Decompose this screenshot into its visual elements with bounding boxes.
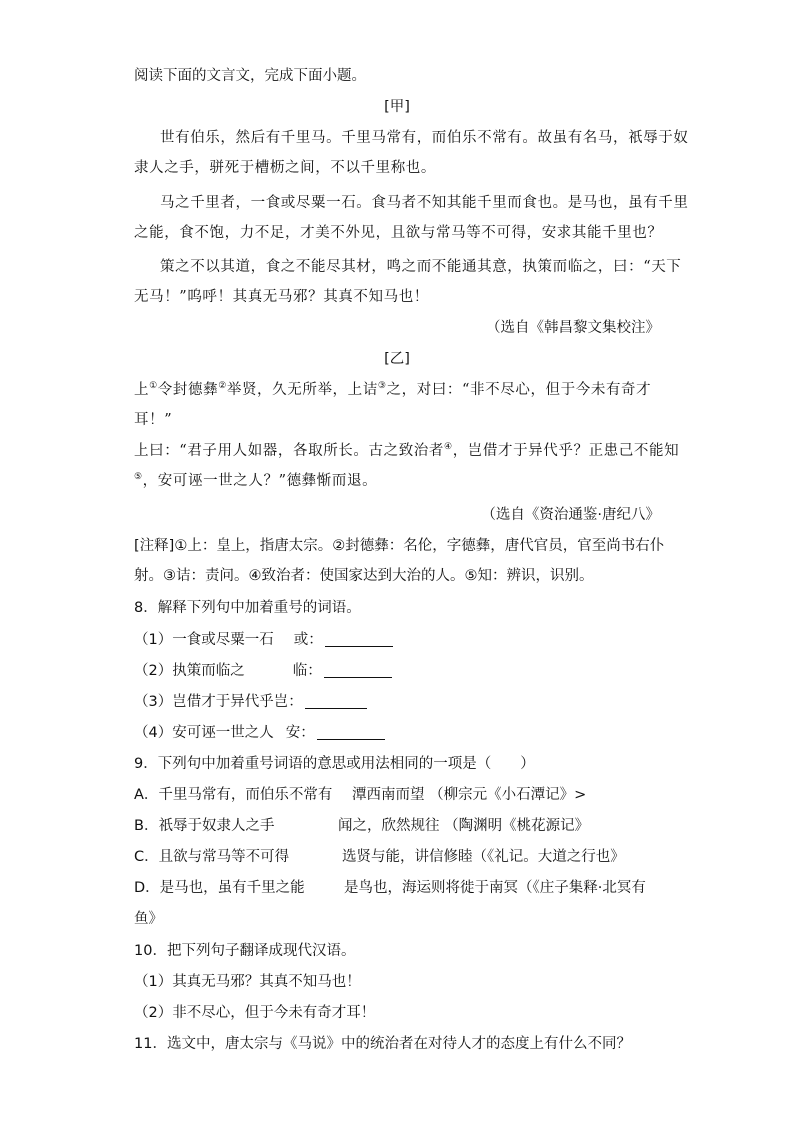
answer-blank[interactable] — [325, 631, 393, 647]
question-9-option-d-wrap: 鱼》 — [134, 911, 163, 927]
question-10-item: （1）其真无马邪？其真不知马也！ — [134, 974, 361, 990]
annotation-line: [注释]①上：皇上，指唐太宗。②封德彝：名伦，字德彝，唐代官员，官至尚书右仆 — [134, 538, 665, 554]
passage-jia-line: 世有伯乐，然后有千里马。千里马常有，而伯乐不常有。故虽有名马，祇辱于奴 — [160, 130, 689, 146]
note-marker: ④ — [444, 442, 453, 453]
question-9-option-c-compare: 选贤与能，讲信修睦（《礼记。大道之行也》 — [342, 849, 625, 865]
question-9-option-b-compare: 闻之，欣然规往 （陶渊明《桃花源记》 — [338, 818, 590, 834]
question-10-stem: 10．把下列句子翻译成现代汉语。 — [134, 943, 356, 959]
question-9-option-a[interactable]: A．千里马常有，而伯乐不常有 — [134, 787, 333, 803]
passage-yi-source: （选自《资治通鉴·唐纪八》 — [481, 507, 660, 523]
passage-yi-title: [乙] — [384, 351, 410, 367]
question-8-item: （4）安可诬一世之人 安： — [134, 723, 385, 743]
question-8-item: （2）执策而临之 临： — [134, 661, 392, 681]
question-9-option-d[interactable]: D．是马也，虽有千里之能 — [134, 880, 305, 896]
passage-jia-line: 策之不以其道，食之不能尽其材，鸣之而不能通其意，执策而临之，曰：“天下 — [160, 259, 682, 275]
question-9-option-b[interactable]: B．祇辱于奴隶人之手 — [134, 818, 275, 834]
note-marker: ① — [149, 381, 158, 392]
annotation-line: 射。③诘：责问。④致治者：使国家达到大治的人。⑤知：辨识，识别。 — [134, 568, 594, 584]
passage-jia-title: [甲] — [384, 99, 410, 115]
answer-blank[interactable] — [317, 724, 385, 740]
question-11-stem: 11．选文中，唐太宗与《马说》中的统治者在对待人才的态度上有什么不同？ — [134, 1036, 631, 1052]
question-10-item: （2）非不尽心，但于今未有奇才耳！ — [134, 1005, 376, 1021]
question-9-stem: 9．下列句中加着重号词语的意思或用法相同的一项是（ ） — [134, 756, 535, 772]
passage-yi-line: 耳！” — [134, 412, 173, 428]
note-marker: ③ — [377, 381, 387, 392]
question-8-stem: 8．解释下列句中加着重号的词语。 — [134, 600, 361, 616]
passage-jia-line: 马之千里者，一食或尽粟一石。食马者不知其能千里而食也。是马也，虽有千里 — [160, 195, 689, 211]
passage-jia-source: （选自《韩昌黎文集校注》 — [486, 320, 660, 336]
passage-jia-line: 之能，食不饱，力不足，才美不外见，且欲与常马等不可得，安求其能千里也？ — [134, 225, 663, 241]
passage-jia-line: 隶人之手，骈死于槽枥之间，不以千里称也。 — [134, 160, 436, 176]
question-8-item: （1）一食或尽粟一石 或： — [134, 630, 393, 650]
passage-yi-line: ⑤，安可诬一世之人？”德彝惭而退。 — [134, 472, 378, 489]
question-9-option-a-compare: 潭西南而望 （柳宗元《小石潭记》> — [352, 787, 587, 803]
passage-jia-line: 无马！”呜呼！其真无马邪？其真不知马也！ — [134, 289, 429, 305]
question-8-item: （3）岂借才于异代乎岂： — [134, 692, 367, 712]
note-marker: ⑤ — [134, 472, 143, 483]
question-9-option-d-compare: 是鸟也，海运则将徙于南冥（《庄子集释·北冥有 — [344, 880, 646, 896]
note-marker: ② — [218, 381, 227, 392]
question-9-option-c[interactable]: C．且欲与常马等不可得 — [134, 849, 290, 865]
answer-blank[interactable] — [324, 662, 392, 678]
passage-yi-line: 上曰：“君子用人如器，各取所长。古之致治者④，岂借才于异代乎？正患己不能知 — [134, 442, 680, 459]
intro-instruction: 阅读下面的文言文，完成下面小题。 — [134, 68, 366, 84]
passage-yi-line: 上①令封德彝②举贤，久无所举，上诘③之，对曰：“非不尽心，但于今未有奇才 — [134, 381, 652, 398]
answer-blank[interactable] — [305, 693, 367, 709]
